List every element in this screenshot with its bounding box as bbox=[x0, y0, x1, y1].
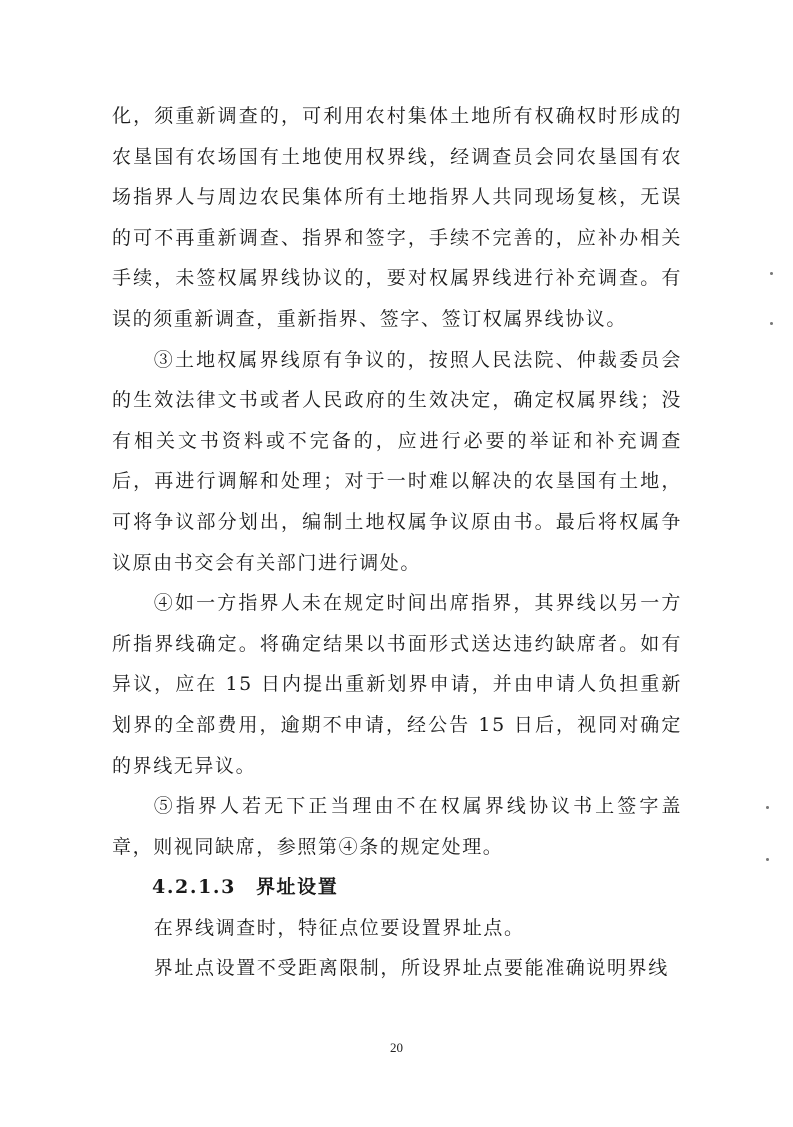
scan-mark bbox=[766, 858, 769, 861]
scan-mark bbox=[770, 272, 773, 275]
section-title: 界址设置 bbox=[255, 876, 339, 899]
section-number: 4.2.1.3 bbox=[152, 876, 236, 899]
scan-mark bbox=[770, 322, 773, 325]
scan-mark bbox=[766, 806, 769, 809]
section-heading bbox=[112, 867, 682, 908]
paragraph-item-3: ③土地权属界线原有争议的，按照人民法院、仲裁委员会的生效法律文书或者人民政府的生效决定，确定权属界线；没有相关文书资料或不完备的，应进行必要的举证和补充调查后，再进行调解和处理；对于一时难以解决的农垦国有土地，可将争议部分划出，编制土地权属争议原由书。最后将权属争议原由书交会有关部门进行调处。 bbox=[112, 348, 682, 574]
paragraph-item-5: ⑤指界人若无下正当理由不在权属界线协议书上签字盖章，则视同缺席，参照第④条的规定处理。 bbox=[112, 795, 682, 858]
paragraph-boundary-setup: 在界线调查时，特征点位要设置界址点。 bbox=[153, 916, 525, 939]
paragraph-item-4: ④如一方指界人未在规定时间出席指界，其界线以另一方所指界线确定。将确定结果以书面形式送达违约缺席者。如有异议，应在 15 日内提出重新划界申请，并由申请人负担重新划界的全部费用，逾期不申请，经公告 15 日后，视同对确定的界线无异议。 bbox=[112, 592, 682, 777]
document-body bbox=[112, 96, 682, 989]
page-number: 20 bbox=[390, 1040, 403, 1055]
paragraph-boundary-point: 界址点设置不受距离限制，所设界址点要能准确说明界线 bbox=[153, 957, 669, 980]
paragraph-continuation: 化，须重新调查的，可利用农村集体土地所有权确权时形成的农垦国有农场国有土地使用权界线，经调查员会同农垦国有农场指界人与周边农民集体所有土地指界人共同现场复核，无误的可不再重新调查、指界和签字，手续不完善的，应补办相关手续，未签权属界线协议的，要对权属界线进行补充调查。有误的须重新调查，重新指界、签字、签订权属界线协议。 bbox=[112, 105, 682, 330]
